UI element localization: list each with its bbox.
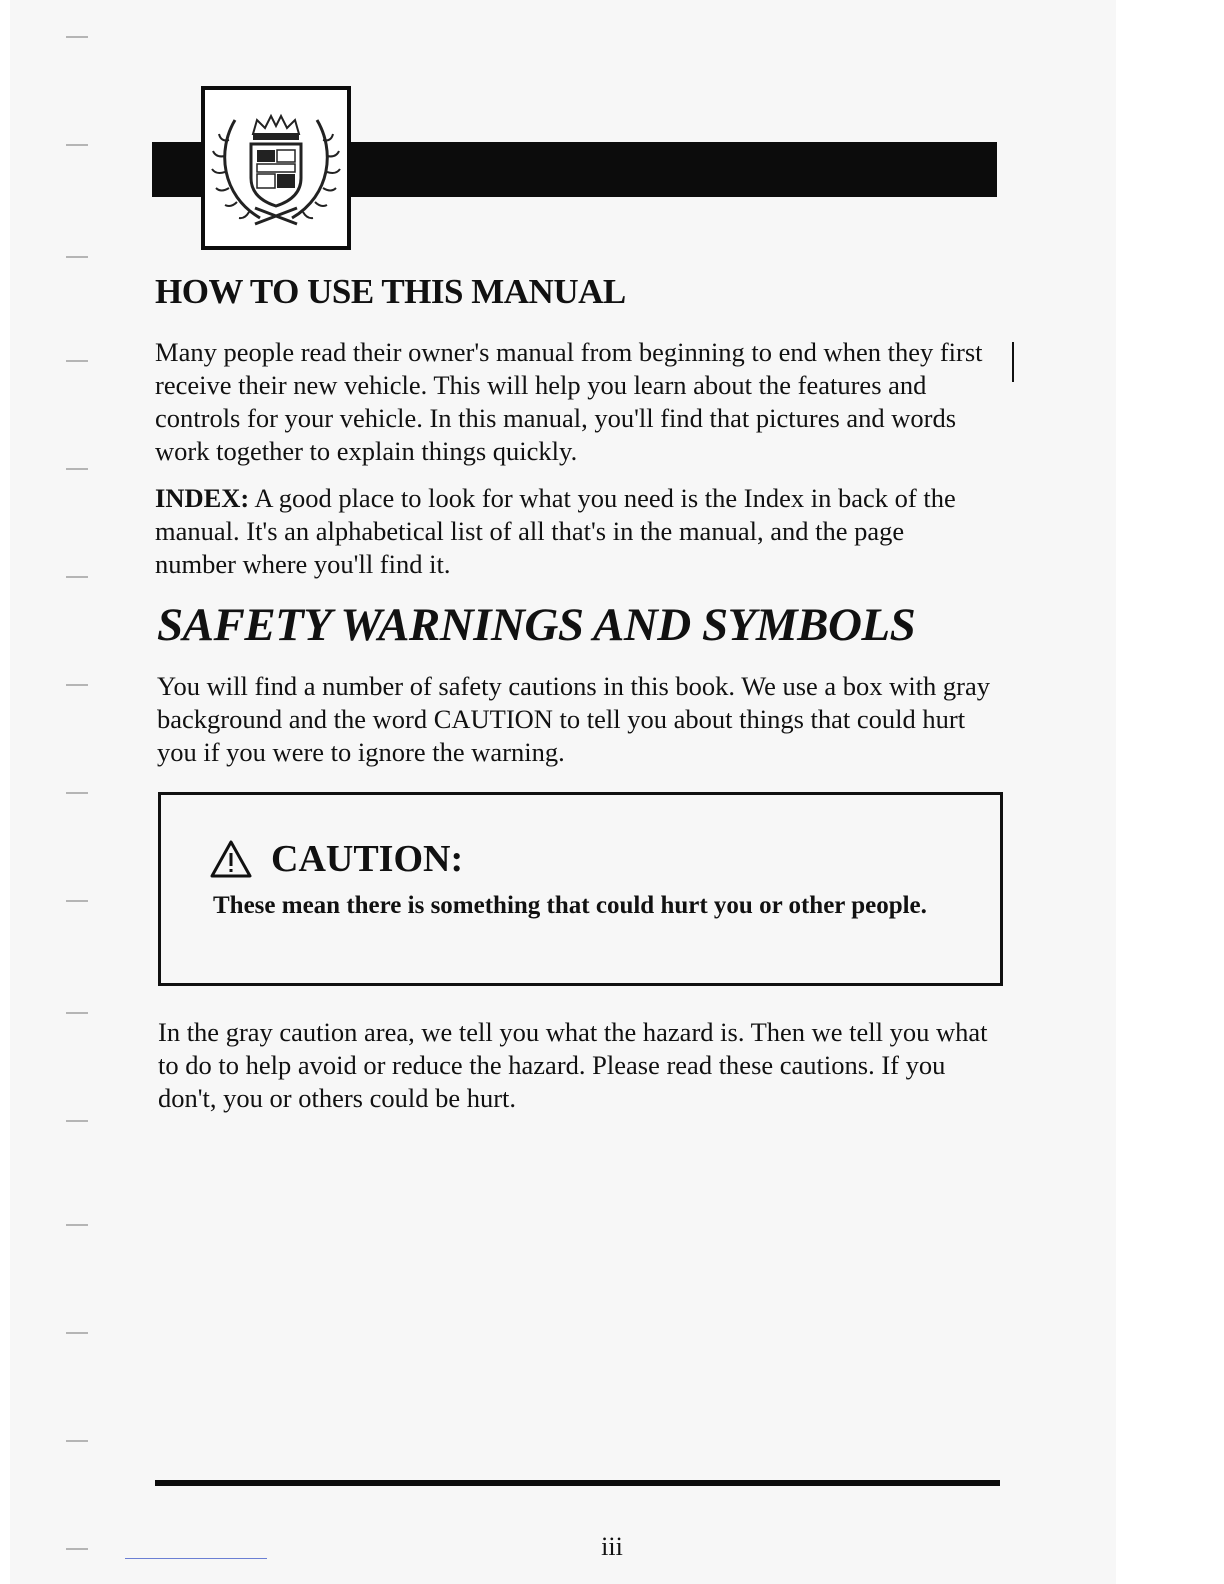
margin-tick: [66, 684, 88, 686]
caution-text: These mean there is something that could hurt you or other people.: [213, 892, 927, 919]
margin-tick: [66, 36, 88, 38]
index-label: INDEX:: [155, 483, 250, 513]
caution-explanation: In the gray caution area, we tell you what the hazard is. Then we tell you what to do to help avoid or reduce the hazard. Please read these cautions. If you don't, you or others could be hurt.: [158, 1017, 988, 1113]
section-title: HOW TO USE THIS MANUAL: [155, 272, 626, 311]
margin-tick: [66, 1332, 88, 1334]
index-text: A good place to look for what you need is the Index in back of the manual. It's an alphabetical list of all that's in the manual, and the page number where you'll find it.: [155, 483, 956, 579]
margin-tick: [66, 360, 88, 362]
cadillac-crest-icon: [205, 90, 347, 246]
intro-paragraph: Many people read their owner's manual from beginning to end when they first receive their new vehicle. This will help you learn about the features and controls for your vehicle. In this manual, you'll find that pictures and words work together to explain things quickly.: [155, 337, 983, 466]
margin-tick: [66, 144, 88, 146]
margin-tick: [66, 1440, 88, 1442]
warning-triangle-icon: [209, 839, 253, 879]
page-number: iii: [601, 1532, 623, 1561]
footer-rule: [155, 1480, 1000, 1486]
margin-tick: [66, 468, 88, 470]
caution-label: CAUTION:: [271, 838, 464, 880]
safety-intro: You will find a number of safety cautions in this book. We use a box with gray background and the word CAUTION to tell you about things that could hurt you if you were to ignore the warning.: [157, 671, 991, 767]
margin-tick: [66, 900, 88, 902]
caution-box: [158, 792, 1003, 986]
caution-heading: [209, 837, 463, 881]
margin-tick: [66, 792, 88, 794]
margin-tick: [66, 1120, 88, 1122]
index-paragraph: [155, 482, 975, 581]
revision-bar: [1012, 342, 1014, 382]
margin-tick: [66, 256, 88, 258]
logo-frame: [201, 86, 351, 250]
margin-tick: [66, 1012, 88, 1014]
margin-tick: [66, 576, 88, 578]
scan-artifact-line: [125, 1558, 267, 1559]
margin-tick: [66, 1224, 88, 1226]
safety-title: SAFETY WARNINGS AND SYMBOLS: [157, 599, 916, 651]
